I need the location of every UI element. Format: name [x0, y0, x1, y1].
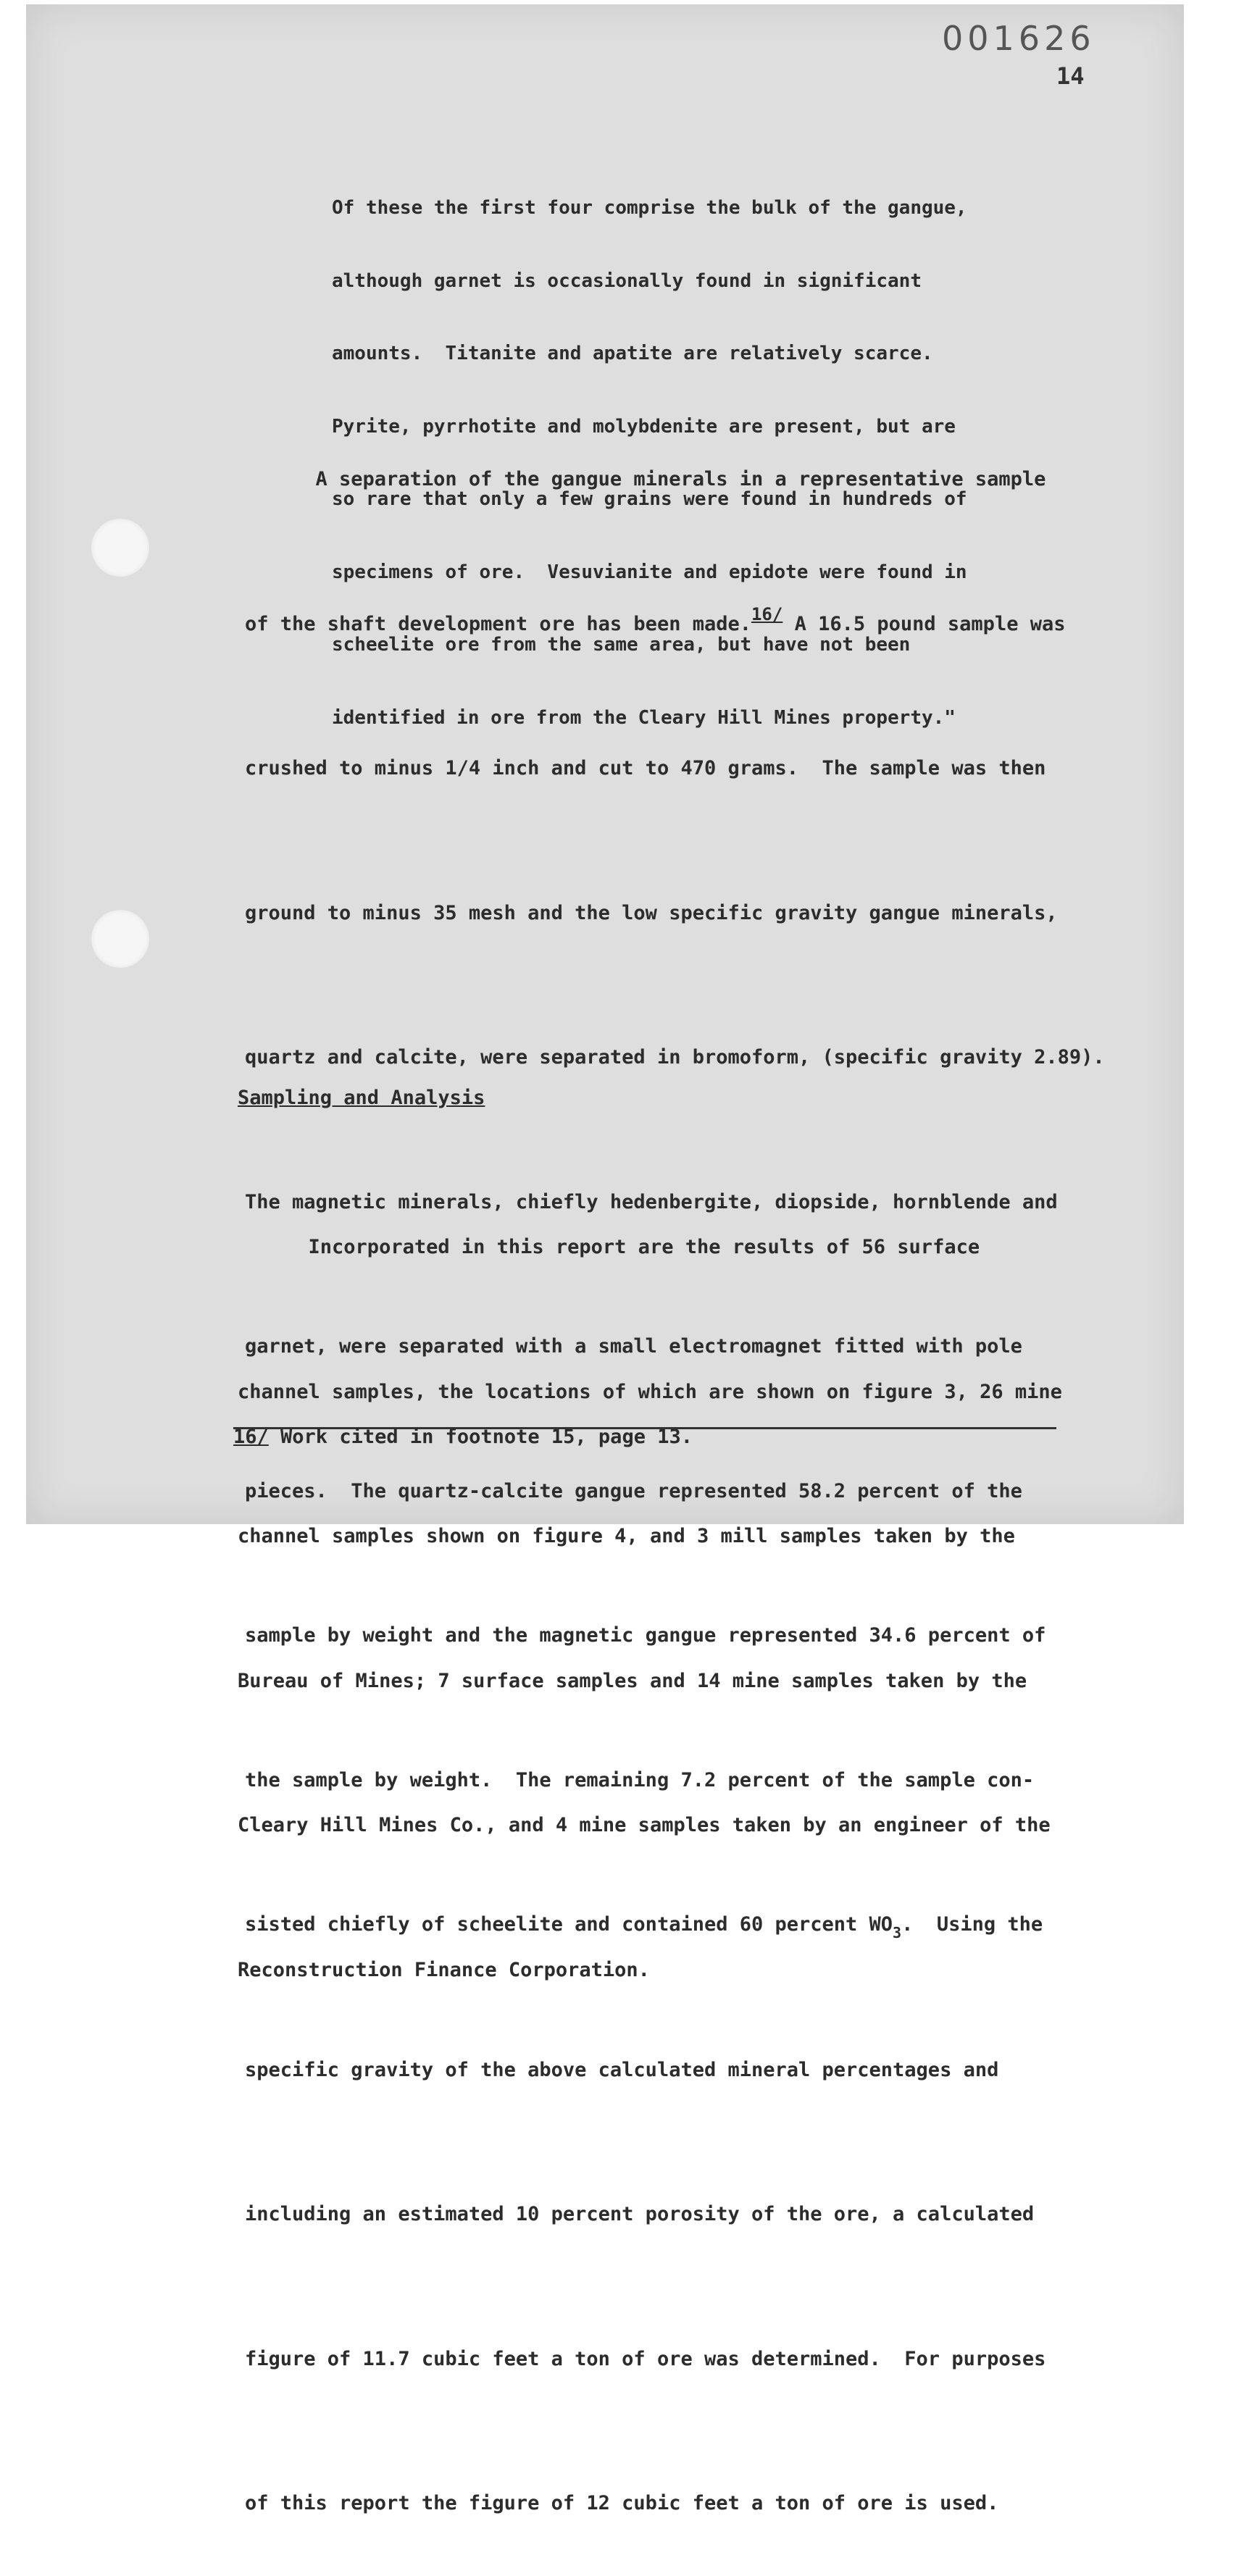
- quote-line: amounts. Titanite and apatite are relatively scarce.: [332, 343, 933, 364]
- quote-line: so rare that only a few grains were found in hundreds of: [332, 488, 967, 510]
- paragraph-line: A separation of the gangue minerals in a representative sample: [245, 468, 1046, 490]
- footnote-marker: 16/: [233, 1426, 269, 1448]
- paragraph-line: ground to minus 35 mesh and the low specific gravity gangue minerals,: [245, 901, 1058, 924]
- document-stamp-number: 001626: [942, 19, 1096, 58]
- quote-line: Of these the first four comprise the bulk of the gangue,: [332, 197, 967, 219]
- paragraph-text: . Using the: [901, 1913, 1043, 1936]
- footnote-reference: 16/: [751, 603, 783, 624]
- quote-line: Pyrite, pyrrhotite and molybdenite are present, but are: [332, 415, 956, 438]
- punch-hole: [91, 519, 149, 577]
- quote-line: although garnet is occasionally found in significant: [332, 269, 922, 292]
- footnote-text: Work cited in footnote 15, page 13.: [268, 1426, 693, 1448]
- paragraph-text: of the shaft development ore has been made.: [245, 612, 751, 635]
- paragraph-line: channel samples shown on figure 4, and 3 mill samples taken by the: [238, 1525, 1015, 1547]
- paragraph-sampling: [238, 1127, 1062, 2043]
- quote-line: specimens of ore. Vesuvianite and epidote were found in: [332, 561, 967, 583]
- paragraph-line: figure of 11.7 cubic feet a ton of ore was determined. For purposes: [245, 2347, 1046, 2370]
- paragraph-line: specific gravity of the above calculated mineral percentages and: [245, 2058, 999, 2081]
- paragraph-text: sisted chiefly of scheelite and contained 60 percent WO: [245, 1913, 893, 1936]
- quote-line: identified in ore from the Cleary Hill Mines property.": [332, 706, 956, 729]
- section-heading: Sampling and Analysis: [238, 1087, 485, 1109]
- paragraph-line: Incorporated in this report are the results of 56 surface: [238, 1236, 980, 1258]
- paragraph-line: The magnetic minerals, chiefly hedenbergite, diopside, hornblende and: [245, 1190, 1058, 1213]
- punch-hole: [91, 910, 149, 968]
- subscript: 3: [893, 1924, 902, 1941]
- paragraph-line: quartz and calcite, were separated in bromoform, (specific gravity 2.89).: [245, 1046, 1105, 1069]
- paragraph-line: the sample by weight. The remaining 7.2 percent of the sample con-: [245, 1768, 1035, 1791]
- paragraph-line: Reconstruction Finance Corporation.: [238, 1958, 650, 1981]
- page-number: 14: [1056, 62, 1085, 90]
- paragraph-line: of this report the figure of 12 cubic feet a ton of ore is used.: [245, 2492, 999, 2514]
- paragraph-text: A 16.5 pound sample was: [783, 612, 1066, 635]
- paragraph-line: including an estimated 10 percent porosity of the ore, a calculated: [245, 2203, 1035, 2225]
- paragraph-line: Bureau of Mines; 7 surface samples and 14 mine samples taken by the: [238, 1669, 1027, 1692]
- paragraph-line: sample by weight and the magnetic gangue represented 34.6 percent of: [245, 1624, 1046, 1647]
- paragraph-line: channel samples, the locations of which are shown on figure 3, 26 mine: [238, 1380, 1062, 1403]
- paragraph-line: crushed to minus 1/4 inch and cut to 470 grams. The sample was then: [245, 757, 1046, 779]
- paragraph-line: [245, 601, 1105, 649]
- paragraph-line: garnet, were separated with a small electromagnet fitted with pole: [245, 1335, 1022, 1358]
- paragraph-line: pieces. The quartz-calcite gangue represented 58.2 percent of the: [245, 1479, 1022, 1502]
- footnote: [233, 1426, 693, 1448]
- paragraph-line: Cleary Hill Mines Co., and 4 mine samples taken by an engineer of the: [238, 1814, 1051, 1836]
- quote-line: scheelite ore from the same area, but have not been: [332, 634, 911, 656]
